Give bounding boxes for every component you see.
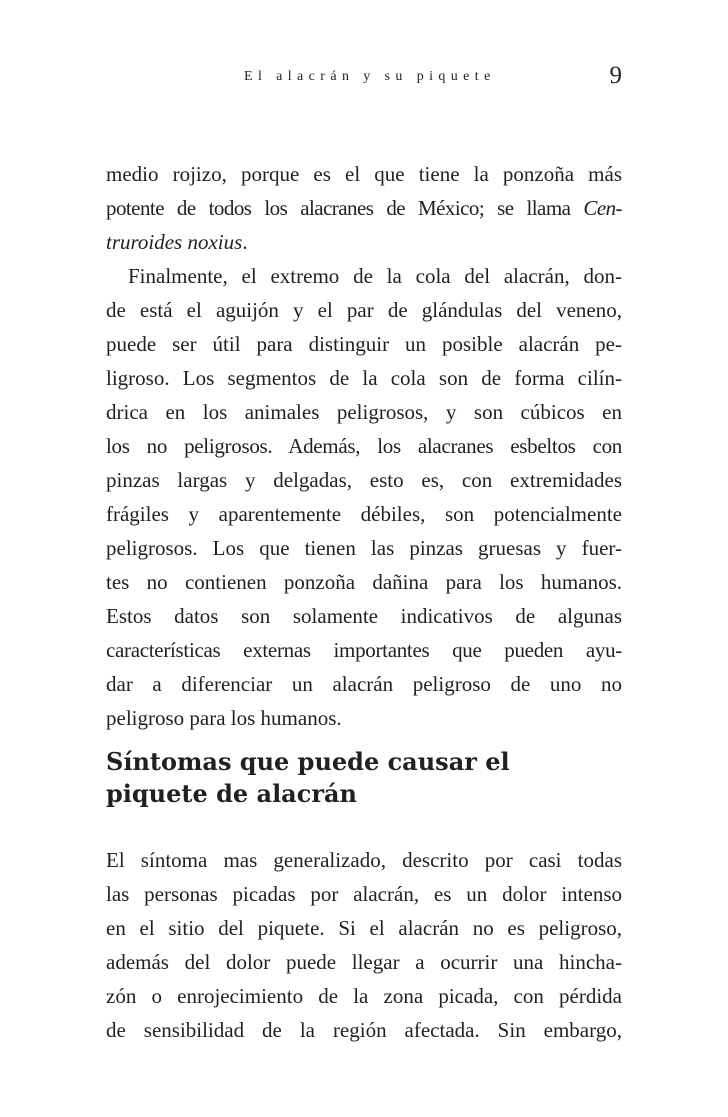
text-line: frágiles y aparentemente débiles, son potencialmente	[106, 502, 622, 526]
heading-line: Síntomas que puede causar el	[106, 747, 510, 776]
text-line	[106, 225, 622, 259]
text-line: dar a diferenciar un alacrán peligroso de uno no	[106, 672, 622, 696]
page-number: 9	[609, 62, 622, 89]
running-header	[0, 62, 728, 89]
running-title: El alacrán y su piquete	[244, 69, 496, 84]
text-line	[106, 191, 622, 225]
text-line: pinzas largas y delgadas, esto es, con extremidades	[106, 468, 622, 492]
text-line: peligrosos. Los que tienen las pinzas gruesas y fuer-	[106, 536, 622, 560]
text-line: de está el aguijón y el par de glándulas del veneno,	[106, 298, 622, 322]
body-paragraph-continuation	[106, 157, 622, 735]
text-line: Finalmente, el extremo de la cola del alacrán, don-	[128, 264, 622, 288]
text-line: peligroso para los humanos.	[106, 706, 342, 730]
text-line: Estos datos son solamente indicativos de algunas	[106, 604, 622, 628]
text-line: las personas picadas por alacrán, es un dolor intenso	[106, 882, 622, 906]
text-span: potente de todos los alacranes de México; se llama	[106, 196, 584, 220]
text-line: de sensibilidad de la región afectada. Sin embargo,	[106, 1018, 622, 1042]
text-line: los no peligrosos. Además, los alacranes esbeltos con	[106, 434, 622, 458]
section-heading	[106, 746, 626, 810]
text-line: puede ser útil para distinguir un posible alacrán pe-	[106, 332, 622, 356]
text-line: características externas importantes que pueden ayu-	[106, 638, 622, 662]
text-line: medio rojizo, porque es el que tiene la ponzoña más	[106, 162, 622, 186]
text-span: .	[242, 230, 248, 254]
heading-line: piquete de alacrán	[106, 779, 357, 808]
text-line: drica en los animales peligrosos, y son cúbicos en	[106, 400, 622, 424]
species-name-italic: truroides noxius	[106, 230, 243, 254]
body-paragraph-symptoms	[106, 843, 622, 1047]
text-line: zón o enrojecimiento de la zona picada, con pérdida	[106, 984, 622, 1008]
text-line: ligroso. Los segmentos de la cola son de forma cilín-	[106, 366, 622, 390]
species-name-italic: Cen-	[583, 196, 622, 220]
text-line: tes no contienen ponzoña dañina para los humanos.	[106, 570, 622, 594]
text-line: El síntoma mas generalizado, descrito por casi todas	[106, 848, 622, 872]
text-line: además del dolor puede llegar a ocurrir una hincha-	[106, 950, 622, 974]
text-line: en el sitio del piquete. Si el alacrán no es peligroso,	[106, 916, 622, 940]
